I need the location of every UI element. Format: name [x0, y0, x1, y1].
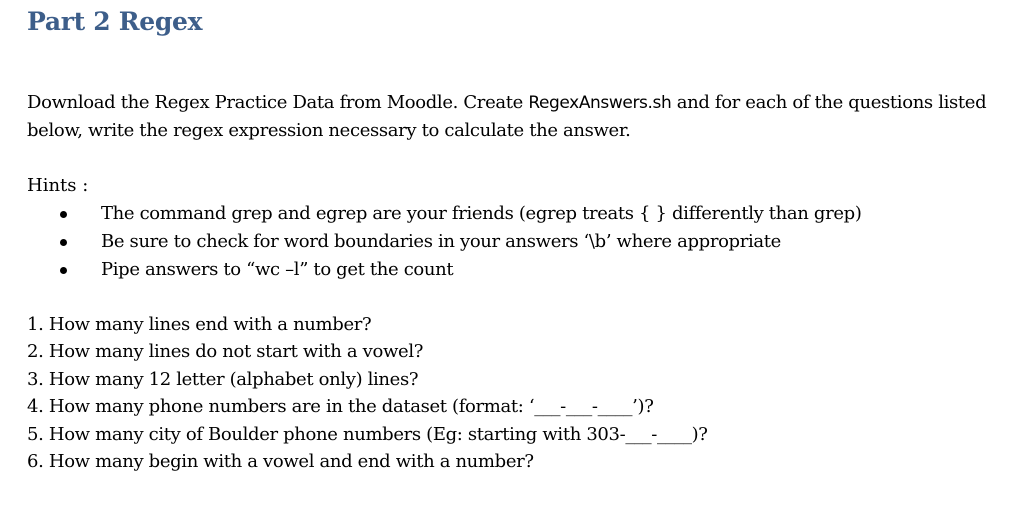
intro-text-before: Download the Regex Practice Data from Moodle. Create [27, 92, 529, 113]
hint-list [27, 200, 862, 284]
question-list [27, 311, 708, 475]
hint-item [27, 256, 862, 284]
question-item: 5. How many city of Boulder phone numbers (Eg: starting with 303-___-____)? [27, 423, 708, 445]
question-item: 3. How many 12 letter (alphabet only) lines? [27, 368, 419, 390]
hint-item [27, 228, 862, 256]
bullet-icon [60, 239, 67, 246]
intro-text-after: and for each of the questions listed below, write the regex expression necessary to calculate the answer. [27, 92, 987, 141]
bullet-icon [60, 267, 67, 274]
hint-text: The command grep and egrep are your friends (egrep treats { } differently than grep) [101, 203, 862, 224]
question-item: 6. How many begin with a vowel and end with a number? [27, 451, 534, 473]
hint-text: Be sure to check for word boundaries in your answers ‘\b’ where appropriate [101, 231, 781, 252]
bullet-icon [60, 211, 67, 218]
hints-label: Hints : [27, 175, 89, 196]
question-item: 4. How many phone numbers are in the dataset (format: ‘___-___-____’)? [27, 396, 654, 418]
intro-paragraph [27, 89, 987, 145]
section-heading: Part 2 Regex [27, 7, 203, 36]
question-item: 2. How many lines do not start with a vowel? [27, 341, 424, 363]
hint-text: Pipe answers to “wc –l” to get the count [101, 259, 454, 280]
hint-item [27, 200, 862, 228]
question-item: 1. How many lines end with a number? [27, 314, 372, 335]
intro-filename: RegexAnswers.sh [528, 93, 672, 113]
